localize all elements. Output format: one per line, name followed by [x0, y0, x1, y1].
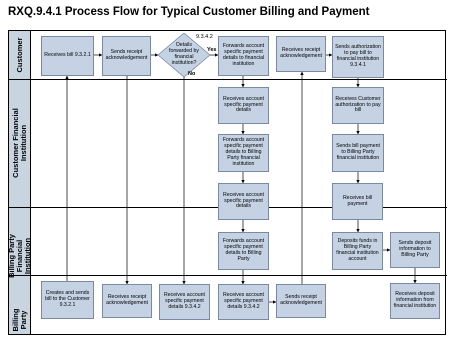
- decision-text: Details forwarded by financial institution?: [169, 42, 199, 66]
- lane-divider: [9, 275, 447, 276]
- sends-receipt-ack-box: Sends receipt acknowledgement: [102, 36, 151, 76]
- lane-customer: [9, 31, 31, 79]
- receives-bill-box: Receives bill 9.3.2.1: [41, 36, 94, 76]
- decision-ref: 9.3.4.2: [196, 34, 213, 40]
- cfi-receives-authorization-box: Receives Customer authorization to pay bill: [332, 87, 384, 124]
- lane-billing-party: [9, 305, 31, 334]
- forwards-details-fi-box: Forwards account specific payment details to financial institution: [218, 36, 269, 76]
- decision-yes-label: Yes: [207, 47, 217, 53]
- bfi-receives-payment-box: Receives bill payment: [332, 183, 383, 220]
- bfi-deposits-funds-box: Deposits funds in Billing Party financial institution account: [332, 232, 383, 270]
- lane-label-billing-party: Billing Party: [10, 308, 28, 331]
- bp-receives-details-1-box: Receives account specific payment details 9.3.4.2: [159, 284, 210, 320]
- page-title: RXQ.9.4.1 Process Flow for Typical Customer Billing and Payment: [8, 6, 370, 18]
- bfi-receives-details-box: Receives account specific payment details: [218, 183, 269, 220]
- receives-receipt-ack-box: Receives receipt acknowledgement: [276, 36, 326, 72]
- lane-label-customer: Customer: [14, 37, 24, 73]
- bfi-forwards-details-box: Forwards account specific payment details to Billing Party: [218, 232, 269, 270]
- lane-label-customer-fi: Customer Financial Institution: [10, 108, 28, 178]
- lane-label-billing-fi: Billing Party Financial Institution: [6, 234, 32, 278]
- bp-creates-bill-box: Creates and sends bill to the Customer 9.3.2.1: [41, 281, 94, 319]
- decision-no-label: No: [188, 71, 196, 77]
- cfi-receives-details-box: Receives account specific payment details: [218, 87, 269, 124]
- cfi-forwards-details-box: Forwards account specific payment details to Billing Party financial institution: [218, 134, 269, 172]
- bp-receives-receipt-ack-box: Receives receipt acknowledgement: [102, 284, 152, 318]
- bp-sends-receipt-ack-box: Sends receipt acknowledgement: [276, 284, 326, 318]
- bfi-sends-deposit-info-box: Sends deposit information to Billing Party: [390, 232, 440, 268]
- sends-authorization-box: Sends authorization to pay bill to financial institution 9.3.4.1: [332, 36, 384, 78]
- lane-divider: [9, 79, 447, 80]
- bp-receives-details-2-box: Receives account specific payment details 9.3.4.2: [218, 284, 269, 320]
- lane-customer-financial-institution: [9, 79, 31, 207]
- bp-receives-deposit-info-box: Receives deposit information from financial institution: [390, 283, 440, 319]
- lane-billing-party-financial-institution: [6, 207, 32, 305]
- cfi-sends-payment-box: Sends bill payment to Billing Party financial institution: [332, 134, 384, 172]
